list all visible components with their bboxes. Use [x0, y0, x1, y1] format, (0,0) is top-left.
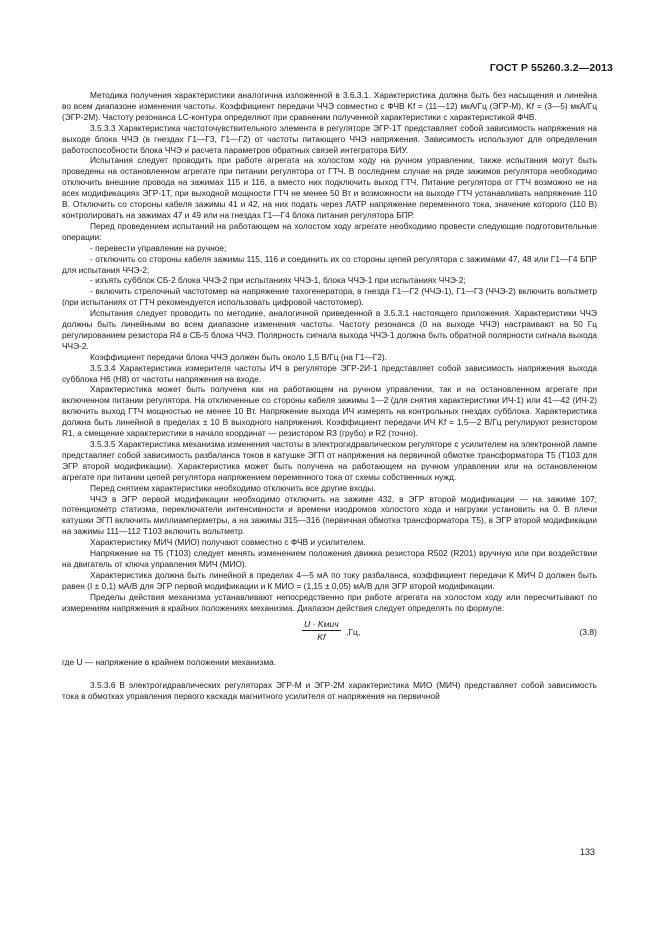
paragraph: Характеристику МИЧ (МИО) получают совместно с ФЧВ и усилителем.	[90, 537, 366, 548]
paragraph: Пределы действия механизма устанавливают непосредственно при работе агрегата на холостом ходу или пересчитывают по измерениям напряжения в крайних положениях механизма. Диапазон действия следует определять по формуле:	[62, 591, 597, 613]
paragraph: Характеристика должна быть линейной в пределах 4—5 мА по току разбаланса, коэффициент передачи К МИЧ 0 должен быть равен (I ± 0,1) мА/В для ЭГР первой модификации и К МИО = (1,15 ± 0,05) мА/В для ЭГР второй модификации.	[62, 569, 597, 591]
page-number: 133	[579, 847, 595, 857]
equation-number: (3.8)	[579, 626, 597, 637]
paragraph: 3.5.3.5 Характеристика механизма изменения частоты в электрогидравлическом регуляторе с усилителем на электронной лампе представляет собой зависимость разбаланса токов в катушке ЭГП от напряжения на первичной обмотке трансформатора Т5 (Т103 для ЭГР второй модификации). Характеристика может быть получена на работающем на ручном управлении или на остановленном агрегате при питании цепей регулятора напряжением переменного тока от схемы собственных нужд.	[62, 439, 597, 482]
formula	[62, 617, 597, 653]
paragraph: Испытания следует проводить при работе агрегата на холостом ходу на ручном управлении, также испытания могут быть проведены на остановленном агрегате при питании регулятора от ГТЧ. В последнем случае на ряде зажимов регулятора необходимо отключить внешние провода на зажимах 115 и 116, а вместо них подключить выход ГТЧ. Питание регулятора от ГТЧ возможно не на всех модификациях ЭГР-1Т, при выходной мощности ГТЧ не менее 50 Вт и возможности на выходе ГТЧ устанавливать напряжение 110 В. Отключить со стороны кабеля зажимы 41 и 42, на них подать через ЛАТР напряжение переменного тока, значение которого (110 В) контролировать на зажимах 47 и 49 или на гнездах Г1—Г4 блока питания регулятора БПР.	[62, 155, 597, 220]
document-body	[62, 90, 597, 702]
paragraph: 3.5.3.6 В электрогидравлических регуляторах ЭГР-М и ЭГР-2М характеристика МИО (МИЧ) представляет собой зависимость тока в обмотках управления первого каскада магнитного усилителя от напряжения на первичной	[62, 680, 597, 702]
document-header: ГОСТ Р 55260.3.2—2013	[489, 62, 613, 74]
list-item: - включить стрелочный частотомер на напряжение тахогенератора, в гнезда Г1—Г2 (ЧЧЭ-1), Г1—Г3 (ЧЧЭ-2) включить вольтметр (при испытаниях от ГТЧ рекомендуется использовать цифровой частотомер).	[62, 286, 597, 308]
paragraph: Методика получения характеристики аналогична изложенной в 3.6.3.1. Характеристика должна быть без насыщения и линейна во всем диапазоне изменения частоты. Коэффициент передачи ЧЧЭ совместно с ФЧВ Kf = (11—12) мкА/Гц (ЭГР-М), Kf = (3—5) мкА/Гц (ЭГР-2М). Частоту резонанса LC-контура определяют при сравнении полученной характеристики с характеристикой ФЧВ.	[62, 90, 597, 122]
formula-fraction	[302, 619, 341, 644]
paragraph: Испытания следует проводить по методике, аналогичной приведенной в 3.5.3.1 настоящего приложения. Характеристики ЧЧЭ должны быть линейными во всем диапазоне изменения частоты. Частоту резонанса (0 на выходе ЧЧЭ) настраивают на 50 Гц регулированием резистора R4 в СБ-5 блока ЧЧЭ. Полярность сигнала выхода ЧЧЭ-1 должна быть обратной полярности сигнала выхода ЧЧЭ-2.	[62, 308, 597, 351]
paragraph: 3.5.3.4 Характеристика измерителя частоты ИЧ в регуляторе ЭГР-2И-1 представляет собой зависимость напряжения выхода субблока Н6 (Н8) от частоты напряжения на входе.	[62, 362, 597, 384]
paragraph: Характеристика может быть получена как на работающем на ручном управлении, так и на остановленном агрегате при включенном питании регулятора. На отключенные со стороны кабеля зажимы 1—2 (для снятия характеристики ИЧ-1) или 41—42 (ИЧ-2) включить выход ГТЧ мощностью не менее 10 Вт. Напряжение выхода ИЧ измерять на контрольных гнездах субблока. Характеристика должна быть линейной в пределах ± 10 В выходного напряжения. Коэффициент передачи ИЧ Kf = 1,5—2 В/Гц регулируют резистором R1, а смещение характеристики в начало координат — резистором R3 (грубо) и R2 (точно).	[62, 384, 597, 439]
formula-unit: ,Гц,	[346, 626, 361, 637]
paragraph: 3.5.3.3 Характеристика частоточувствительного элемента в регуляторе ЭГР-1Т представляет собой зависимость напряжения на выходе блока ЧЧЭ (в гнездах Г1—Г3, Г1—Г2) от частоты питающего ЧЧЭ напряжения. Зависимость используют для определения работоспособности блока ЧЧЭ и расчета параметров обратных связей интегратора БИУ.	[62, 122, 597, 155]
formula-explanation: где U — напряжение в крайнем положении механизма.	[62, 656, 277, 667]
paragraph: Напряжение на Т5 (Т103) следует менять изменением положения движка резистора R502 (R201) вручную или при воздействии на двигатель от ключа управления МИЧ (МИО).	[62, 548, 597, 569]
formula-denominator: Kf	[317, 632, 326, 643]
formula-numerator: U · Kмич	[302, 619, 341, 632]
paragraph: Коэффициент передачи блока ЧЧЭ должен быть около 1,5 В/Гц (на Г1—Г2).	[90, 351, 388, 362]
paragraph: Перед проведением испытаний на работающем на холостом ходу агрегате необходимо провести следующие подготовительные операции:	[62, 220, 597, 242]
list-item: - отключить со стороны кабеля зажимы 115, 116 и соединить их со стороны цепей регулятора с зажимами 47, 48 или Г1—Г4 БПР для испытания ЧЧЭ-2;	[62, 253, 597, 275]
paragraph: Перед снятием характеристики необходимо отключить все другие входы.	[90, 482, 376, 493]
list-item: - изъять субблок СБ-2 блока ЧЧЭ-2 при испытаниях ЧЧЭ-1, блока ЧЧЭ-1 при испытаниях ЧЧЭ-2;	[90, 275, 466, 286]
list-item: - перевести управление на ручное;	[90, 242, 227, 253]
paragraph: ЧЧЭ в ЭГР первой модификации необходимо отключить на зажиме 432, в ЭГР второй модификации — на зажиме 107; потенциометр статизма, переключатели интенсивности и времени изодромов холостого хода и нагрузки установить на 0. В плечи катушки ЭГП включить миллиамперметры, а на зажимы 315—316 (первичная обмотка трансформатора Т5), в ЭГР второй модификации на зажимы 111—112 Т103 включить вольтметр.	[62, 493, 597, 537]
